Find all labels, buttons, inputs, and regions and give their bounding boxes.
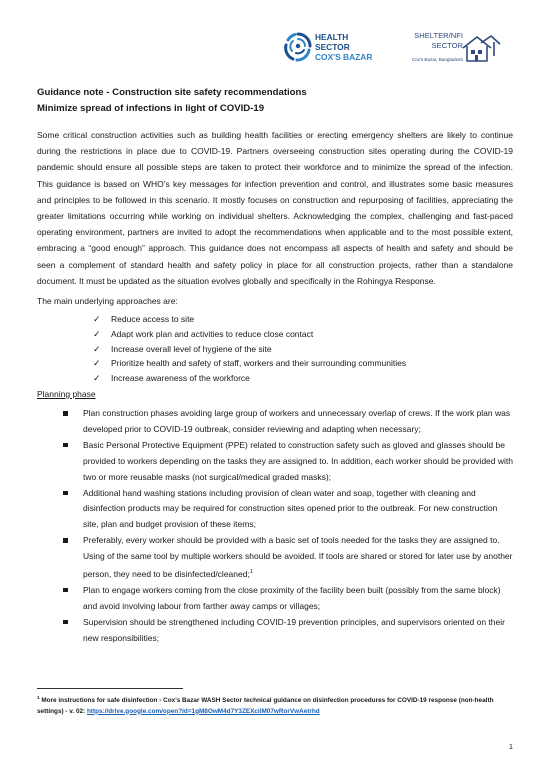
planning-phase-list — [63, 406, 513, 647]
square-bullet-icon — [63, 588, 68, 593]
checkmark-icon: ✓ — [93, 343, 101, 354]
footnote-link[interactable]: https://drive.google.com/open?id=1gM8OwM4d7Y3ZEXcilM07wRorVwAetrhd — [86, 707, 320, 715]
planning-bullet — [63, 583, 513, 615]
page-number: 1 — [508, 742, 513, 751]
shelter-logo-line3: Cox's Bazar, Bangladesh — [411, 57, 463, 62]
approach-text: Increase awareness of the workforce — [111, 373, 250, 384]
planning-bullet-text: Basic Personal Protective Equipment (PPE) related to construction safety such as gloved and glasses should be provided to workers depending on the tasks they are assigned to. In addition, each worker should be provided with two or more reusable masks (not surgical/medical graded masks); — [83, 439, 513, 482]
square-bullet-icon — [63, 443, 68, 448]
checkmark-icon: ✓ — [93, 373, 101, 384]
footnote-divider — [37, 688, 183, 689]
checkmark-icon: ✓ — [93, 328, 101, 339]
approach-item — [93, 312, 406, 327]
shelter-logo-line1: SHELTER/NFI — [414, 31, 463, 40]
planning-phase-heading: Planning phase — [37, 389, 96, 399]
planning-bullet — [63, 615, 513, 647]
planning-bullet-text: Additional hand washing stations including provision of clean water and soap, together with cleaning and disinfection products may be required for construction sites opened prior to the outbreak. For new construction site, plan and budget provision of these items; — [83, 487, 498, 530]
health-logo-line1: HEALTH — [315, 32, 349, 42]
planning-bullet — [63, 406, 513, 438]
approach-text: Adapt work plan and activities to reduce close contact — [111, 328, 314, 339]
shelter-sector-logo — [391, 28, 501, 72]
planning-bullet — [63, 438, 513, 486]
approaches-label: The main underlying approaches are: — [37, 296, 178, 306]
planning-bullet-text: Plan to engage workers coming from the close proximity of the facility been built (possibly from the same block) and avoid involving labour from farther away camps or villages; — [83, 584, 501, 611]
square-bullet-icon — [63, 620, 68, 625]
approach-text: Prioritize health and safety of staff, workers and their surrounding communities — [111, 358, 407, 369]
footnote-text: More instructions for safe disinfection - Cox's Bazar WASH Sector technical guidance on disinfection procedures for COVID-19 response (non-health settings) - v. 02: — [37, 697, 494, 715]
document-title: Guidance note - Construction site safety recommendations — [37, 87, 307, 98]
approach-item — [93, 327, 406, 342]
planning-bullet — [63, 486, 513, 534]
square-bullet-icon — [63, 411, 68, 416]
approach-text: Reduce access to site — [111, 314, 195, 324]
health-sector-swirl-icon — [283, 30, 313, 64]
planning-bullet-text: Supervision should be strengthened including COVID-19 prevention principles, and supervisors oriented on their new responsibilities; — [83, 616, 505, 643]
health-logo-line2: SECTOR — [315, 42, 350, 52]
intro-paragraph: Some critical construction activities such as building health facilities or erecting emergency shelters are likely to continue during the restrictions in place due to COVID-19. Partners overseeing construction sites operating during the COVID-19 pandemic should ensure all possible steps are taken to protect their workforce and to minimize the spread of the infection. This guidance is based on WHO’s key messages for infection prevention and control, and illustrates some basic measures and principles to be followed in this scenario. It mostly focuses on construction and repurposing of facilities, appreciating the greater limitations occurring while working on individual shelters. Acknowledging the complex, challenging and fast-paced operating environment, partners are invited to adopt the recommendations when applicable and to the most possible extent, embracing a “good enough” approach. This guidance does not encompass all aspects of health and safety and should be seen a complement of standard health and safety policy in place for all construction projects, rather than a standalone document. It must be updated as the situation evolves globally and specifically in the Rohingya Response. — [37, 130, 513, 286]
planning-bullet-text: Preferably, every worker should be provided with a basic set of tools needed for the tasks they are assigned to. Using of the same tool by multiple workers should be avoided. If tools are shared or stored for later use by another person, they need to be disinfected/cleaned; — [83, 535, 513, 580]
approach-item — [93, 371, 406, 386]
footnote-marker: 1 — [37, 695, 40, 700]
planning-bullet — [63, 533, 513, 583]
checkmark-icon: ✓ — [93, 314, 101, 324]
health-logo-line3: COX'S BAZAR — [315, 52, 373, 62]
checkmark-icon: ✓ — [93, 358, 101, 369]
approach-item — [93, 356, 406, 371]
approach-item — [93, 342, 406, 357]
health-sector-logo — [283, 30, 393, 66]
shelter-house-icon — [461, 34, 501, 64]
square-bullet-icon — [63, 491, 68, 496]
planning-bullet-text: Plan construction phases avoiding large group of workers and unnecessary overlap of crews. If the work plan was developed prior to COVID-19 outbreak, consider reviewing and adapting when necessary; — [83, 408, 511, 434]
shelter-logo-line2: SECTOR — [431, 41, 463, 50]
document-subtitle: Minimize spread of infections in light of COVID-19 — [37, 103, 265, 114]
footnote — [37, 693, 513, 717]
footnote-reference[interactable]: 1 — [249, 569, 253, 576]
square-bullet-icon — [63, 538, 68, 543]
approaches-list — [93, 312, 406, 386]
health-sector-wordmark — [315, 32, 372, 62]
approach-text: Increase overall level of hygiene of the site — [111, 343, 272, 354]
